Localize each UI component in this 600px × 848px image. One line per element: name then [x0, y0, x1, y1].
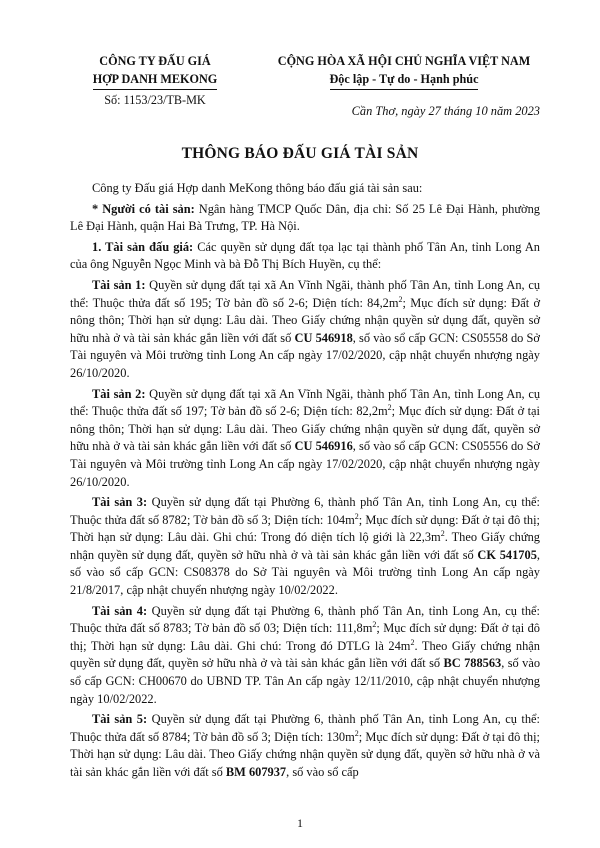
asset-2-cert-number: CU 546916: [294, 439, 353, 454]
asset-5-cert-number: BM 607937: [225, 765, 287, 779]
asset-2-text-3: , số vào sổ cấp GCN: CS05556 do Sở Tài nguyên và Môi trường tỉnh Long An cấp ngày 17/02/2020, cập nhật chuyển nhượng ngày 26/10/2020.: [70, 439, 540, 489]
asset-1-cert-number: CU 546918: [294, 330, 353, 345]
asset-4-label: Tài sản 4:: [92, 603, 148, 618]
date-line: Cần Thơ, ngày 27 tháng 10 năm 2023: [351, 104, 540, 118]
asset-4-sup-2: 2: [410, 637, 415, 647]
intro-paragraph: [70, 180, 540, 198]
national-block: [254, 52, 554, 109]
asset-2-text: Quyền sử dụng đất tại xã An Vĩnh Ngãi, thành phố Tân An, tỉnh Long An, cụ thể: Thuộc thửa đất số 197; Tờ bản đồ số 2-6; Diện tích: 82,2m: [70, 386, 541, 419]
company-name-line1: CÔNG TY ĐẤU GIÁ: [99, 54, 211, 68]
asset-4-text-3: , số vào sổ cấp GCN: CH00670 do UBND TP. Tân An cấp ngày 12/11/2010, cập nhật chuyển nhượng ngày 10/02/2022.: [70, 656, 541, 706]
section1-label: 1. Tài sản đấu giá:: [92, 239, 194, 254]
asset-3-text-2b: . Theo Giấy chứng nhận quyền sử dụng đất, quyền sở hữu nhà ở và tài sản khác gắn liền với đất số: [70, 530, 540, 562]
asset-4-text: Quyền sử dụng đất tại Phường 6, thành phố Tân An, tỉnh Long An, cụ thể: Thuộc thửa đất số 8783; Tờ bản đồ số 03; Diện tích: 111,8m: [70, 603, 541, 636]
document-body: [70, 180, 540, 785]
asset-3-paragraph: [70, 494, 540, 600]
national-motto: Độc lập - Tự do - Hạnh phúc: [330, 70, 479, 90]
document-number: Số: 1153/23/TB-MK: [104, 93, 206, 107]
asset-4-text-2: ; Mục đích sử dụng: Đất ở tại đô thị; Thời hạn sử dụng: Lâu dài. Ghi chú: Trong đó DTLG là 24m: [70, 621, 541, 653]
asset-5-label: Tài sản 5:: [92, 712, 148, 727]
asset-4-sup: 2: [372, 620, 377, 630]
owner-label: * Người có tài sản:: [92, 201, 195, 216]
asset-1-sup: 2: [398, 294, 403, 304]
asset-3-sup: 2: [354, 511, 359, 521]
owner-paragraph: [70, 201, 540, 236]
owner-text: Ngân hàng TMCP Quốc Dân, địa chỉ: Số 25 Lê Đại Hành, phường Lê Đại Hành, quận Hai Bà Trưng, TP. Hà Nội.: [70, 201, 541, 234]
asset-1-text-3: , số vào sổ cấp GCN: CS05558 do Sở Tài nguyên và Môi trường tỉnh Long An cấp ngày 17/02/2020, cập nhật chuyển nhượng ngày 26/10/2020.: [70, 330, 540, 380]
asset-3-sup-2: 2: [440, 529, 445, 539]
asset-3-text: Quyền sử dụng đất tại Phường 6, thành phố Tân An, tỉnh Long An, cụ thể: Thuộc thửa đất số 8782; Tờ bản đồ số 3; Diện tích: 104m: [70, 495, 541, 527]
asset-5-text: Quyền sử dụng đất tại Phường 6, thành phố Tân An, tỉnh Long An, cụ thể: Thuộc thửa đất số 8784; Tờ bản đồ số 3; Diện tích: 130m: [70, 712, 541, 744]
section1-text: Các quyền sử dụng đất tọa lạc tại thành phố Tân An, tỉnh Long An của ông Nguyễn Ngọc Minh và bà Đỗ Thị Bích Huyền, cụ thể:: [70, 239, 540, 272]
asset-5-text-3: , số vào sổ cấp: [286, 765, 359, 779]
asset-4-cert-number: BC 788563: [443, 656, 502, 671]
asset-1-text-2: ; Mục đích sử dụng: Đất ở nông thôn; Thời hạn sử dụng: Lâu dài. Theo Giấy chứng nhận quyền sử dụng đất, quyền sở hữu nhà ở và tài sản khác gắn liền với đất số: [70, 295, 540, 345]
national-title: CỘNG HÒA XÃ HỘI CHỦ NGHĨA VIỆT NAM: [277, 54, 531, 68]
asset-1-paragraph: [70, 277, 540, 383]
asset-2-sup: 2: [387, 403, 392, 412]
asset-3-text-3: , số vào sổ cấp GCN: CS08378 do Sở Tài nguyên và Môi trường tỉnh Long An cấp ngày 21/8/2017, cập nhật chuyển nhượng ngày 10/02/2022.: [70, 547, 540, 598]
asset-5-text-2: ; Mục đích sử dụng: Đất ở tại đô thị; Thời hạn sử dụng: Lâu dài. Theo Giấy chứng nhận quyền sử dụng đất, quyền sở hữu nhà ở và tài sản khác gắn liền với đất số: [70, 729, 540, 779]
asset-3-label: Tài sản 3:: [92, 495, 148, 510]
asset-1-label: Tài sản 1:: [92, 277, 146, 292]
intro-text: Công ty Đấu giá Hợp danh MeKong thông báo đấu giá tài sản sau:: [92, 181, 423, 195]
document-header: [70, 52, 554, 109]
company-block: [70, 52, 240, 109]
asset-4-paragraph: [70, 603, 540, 709]
page-number: 1: [297, 816, 303, 830]
asset-4-text-2b: . Theo Giấy chứng nhận quyền sử dụng đất, quyền sở hữu nhà ở và tài sản khác gắn liền với đất số: [70, 638, 540, 671]
section1-paragraph: [70, 239, 540, 274]
asset-3-cert-number: CK 541705: [477, 547, 537, 562]
asset-2-text-2: ; Mục đích sử dụng: Đất ở tại nông thôn; Thời hạn sử dụng: Lâu dài. Theo Giấy chứng nhận quyền sử dụng đất, quyền sở hữu nhà ở và tài sản khác gắn liền với đất số: [70, 404, 540, 454]
asset-2-label: Tài sản 2:: [92, 386, 146, 401]
company-name-line2: HỢP DANH MEKONG: [93, 70, 218, 90]
asset-3-text-2: ; Mục đích sử dụng: Đất ở tại đô thị; Thời hạn sử dụng: Lâu dài. Ghi chú: Trong đó diện tích lộ giới là 22,3m: [70, 512, 540, 545]
document-title: THÔNG BÁO ĐẤU GIÁ TÀI SẢN: [181, 145, 419, 162]
asset-1-text: Quyền sử dụng đất tại xã An Vĩnh Ngãi, thành phố Tân An, tỉnh Long An, cụ thể: Thuộc thửa đất số 195; Tờ bản đồ số 2-6; Diện tích: 84,2m: [70, 277, 541, 310]
asset-5-sup: 2: [354, 728, 359, 738]
asset-5-paragraph: [70, 711, 540, 781]
asset-2-paragraph: [70, 386, 540, 492]
